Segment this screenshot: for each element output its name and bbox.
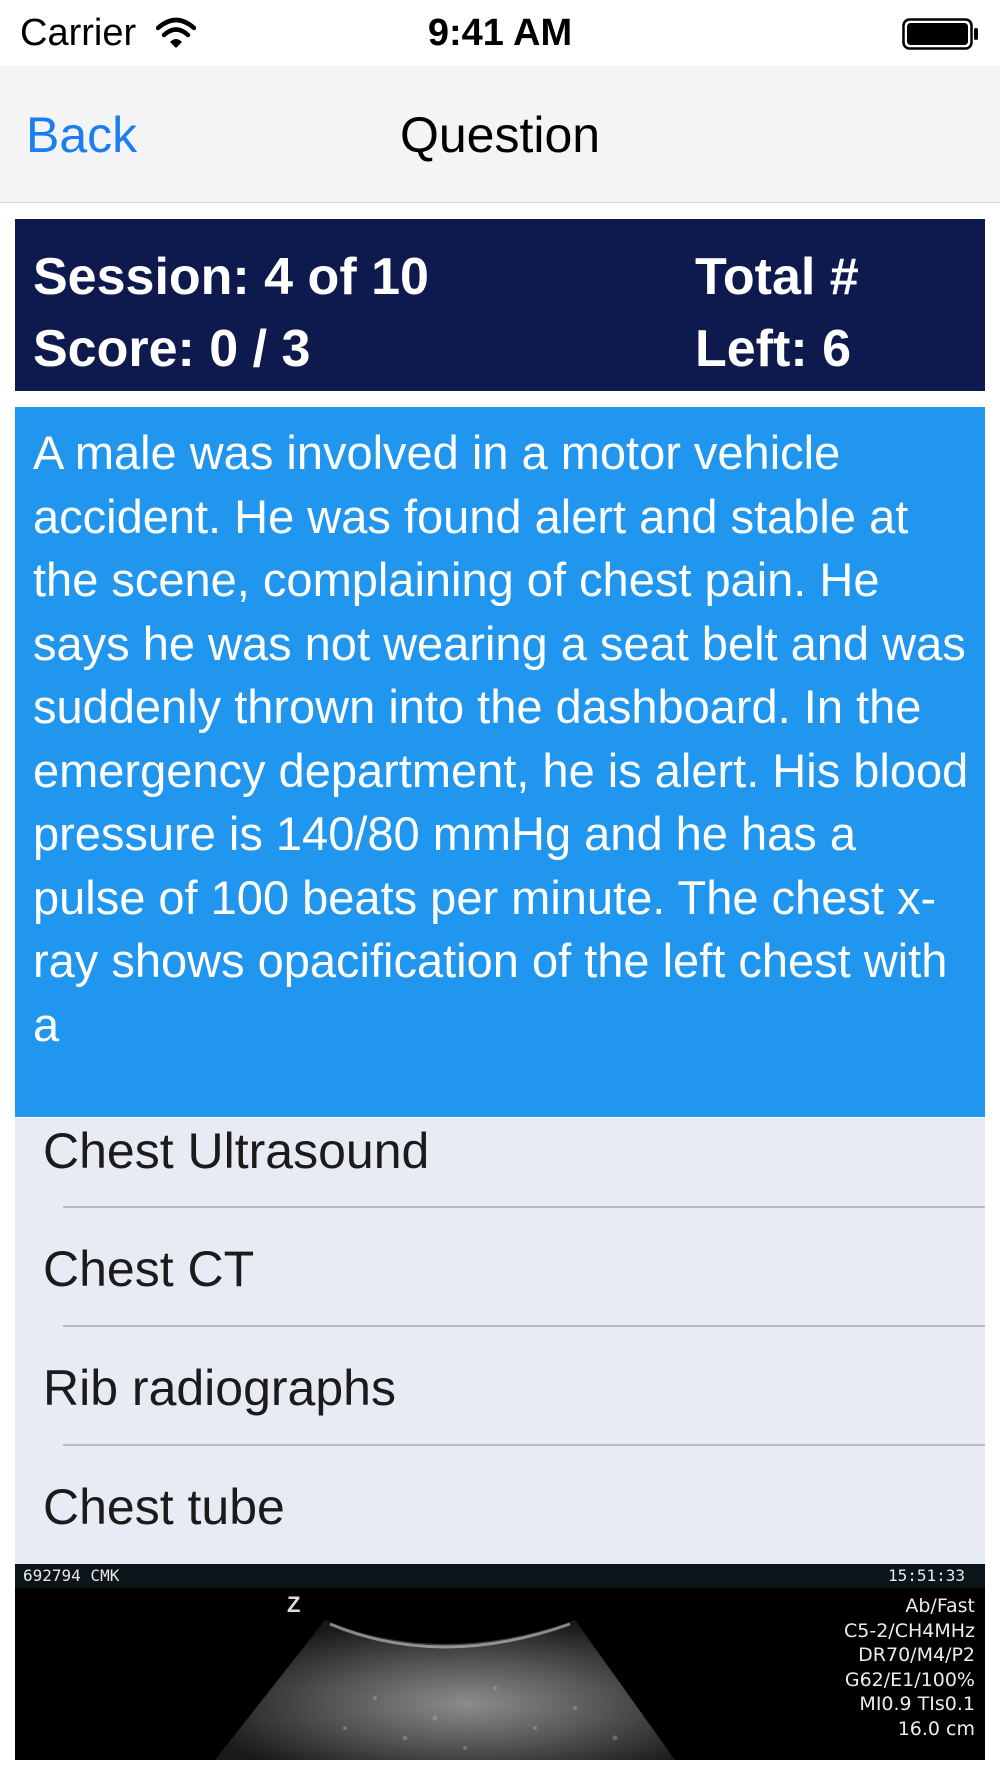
ultrasound-scan-graphic — [15, 1588, 985, 1760]
ultrasound-header — [15, 1564, 985, 1588]
answer-list[interactable] — [15, 1118, 985, 1564]
remaining-label: Left: 6 — [695, 320, 851, 378]
param-line: C5-2/CH4MHz — [844, 1619, 975, 1642]
answer-option-2[interactable] — [15, 1208, 985, 1326]
param-line: DR70/M4/P2 — [858, 1644, 975, 1666]
page-title: Question — [399, 107, 601, 163]
param-line: 16.0 cm — [897, 1717, 975, 1740]
answer-option-3[interactable] — [15, 1327, 985, 1445]
answer-label: Rib radiographs — [43, 1360, 396, 1416]
ultrasound-image — [15, 1564, 985, 1760]
answer-label: Chest Ultrasound — [43, 1123, 430, 1179]
scan-parameters — [844, 1594, 975, 1741]
total-label: Total # — [695, 248, 859, 306]
param-line: G62/E1/100% — [844, 1668, 975, 1691]
session-info-panel — [15, 219, 985, 391]
question-text: A male was involved in a motor vehicle accident. He was found alert and stable at the scene, complaining of chest pain. He says he was not wearing a seat belt and was suddenly thrown into the dashboard. In the emergency department, he is alert. His blood pressure is 140/80 mmHg and he has a pulse of 100 beats per minute. The chest x-ray shows opacification of the left chest with a — [33, 426, 969, 1051]
question-panel[interactable] — [15, 407, 985, 1117]
param-line: Ab/Fast — [905, 1595, 975, 1617]
orientation-marker: Z — [287, 1592, 301, 1617]
scan-time: 15:51:33 — [887, 1566, 965, 1585]
back-button[interactable]: Back — [26, 107, 138, 163]
answer-option-4[interactable] — [15, 1446, 985, 1564]
answer-option-1[interactable] — [15, 1118, 985, 1206]
answer-label: Chest CT — [43, 1241, 255, 1297]
navigation-bar — [0, 66, 1000, 203]
battery-icon — [902, 18, 980, 50]
answer-label: Chest tube — [43, 1479, 285, 1535]
session-progress: Session: 4 of 10 — [33, 248, 429, 306]
param-line: MI0.9 TIs0.1 — [859, 1693, 975, 1715]
status-time: 9:41 AM — [427, 12, 573, 54]
carrier-label: Carrier — [20, 12, 137, 54]
patient-id: 692794 CMK — [23, 1566, 120, 1585]
score-label: Score: 0 / 3 — [33, 320, 311, 378]
status-bar — [0, 0, 1000, 66]
